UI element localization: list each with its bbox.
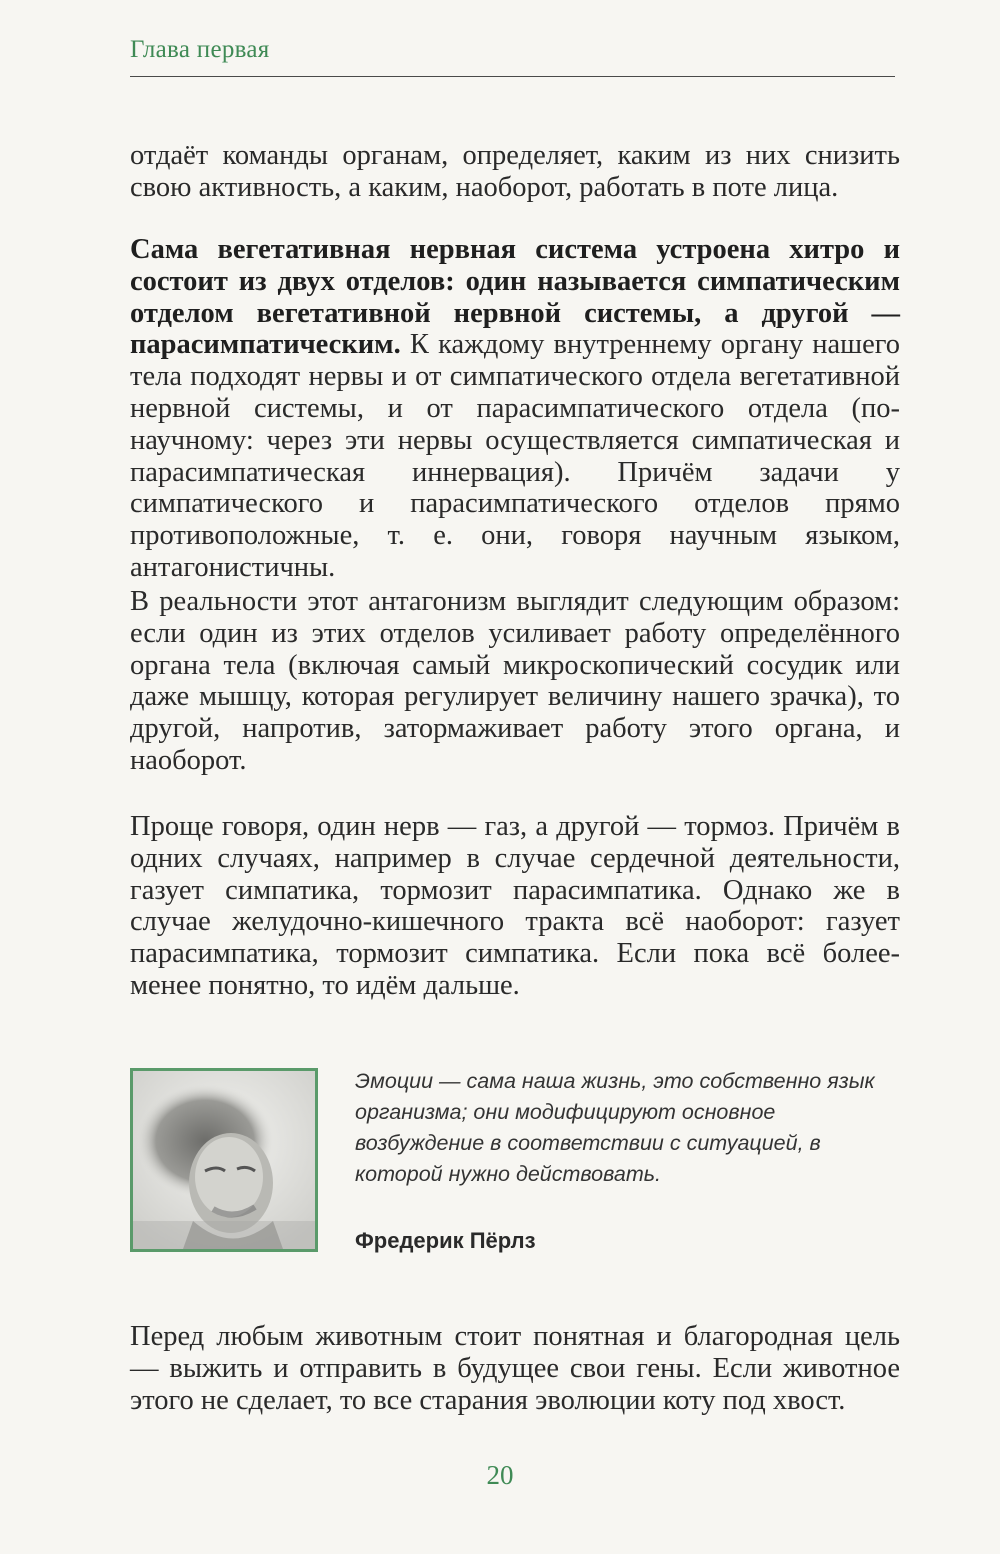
page-number: 20 (486, 1460, 514, 1490)
paragraph-antagonism: В реальности этот антагонизм выглядит следующим образом: если один из этих отделов усиливает работу определённого органа тела (включая самый микроскопический сосудик или даже мышцу, которая регулирует величину нашего зрачка), то другой, напротив, затормаживает работу этого органа, и наоборот. (130, 586, 900, 776)
paragraph-bold-lead: Сама вегетативная нервная система устроена хитро и состоит из двух отделов: один называется симпатическим отделом вегетативной нервной системы, а другой — парасимпатическим. (130, 234, 900, 361)
author-portrait-image (130, 1068, 318, 1252)
quote-author: Фредерик Пёрлз (355, 1228, 536, 1253)
paragraph-nervous-system (130, 234, 900, 584)
chapter-title: Глава первая (130, 36, 270, 63)
quote-text: Эмоции — сама наша жизнь, это собственно язык организма; они модифицируют основное возбуждение в соответствии с ситуацией, в которой нужно действовать. (355, 1069, 875, 1186)
running-header (130, 36, 895, 77)
paragraph-body: К каждому внутреннему органу нашего тела подходят нервы и от симпатического отдела вегетативной нервной системы, и от парасимпатического отдела (по-научному: через эти нервы осуществляется симпатическая и парасимпатическая иннервация). Причём задачи у симпатического и парасимпатического отделов прямо противоположные, т. е. они, говоря научным языком, антагонистичны. (130, 329, 900, 583)
paragraph-gas-brake: Проще говоря, один нерв — газ, а другой — тормоз. Причём в одних случаях, например в случае сердечной деятельности, газует симпатика, тормозит парасимпатика. Однако же в случае желудочно-кишечного тракта всё наоборот: газует парасимпатика, тормозит симпатика. Если пока всё более-менее понятно, то идём дальше. (130, 811, 900, 1001)
paragraph-continuation: отдаёт команды органам, определяет, каким из них снизить свою активность, а каким, наоборот, работать в поте лица. (130, 140, 900, 203)
paragraph-animal-goal: Перед любым животным стоит понятная и благородная цель — выжить и отправить в будущее свои гены. Если животное этого не сделает, то все старания эволюции коту под хвост. (130, 1321, 900, 1416)
